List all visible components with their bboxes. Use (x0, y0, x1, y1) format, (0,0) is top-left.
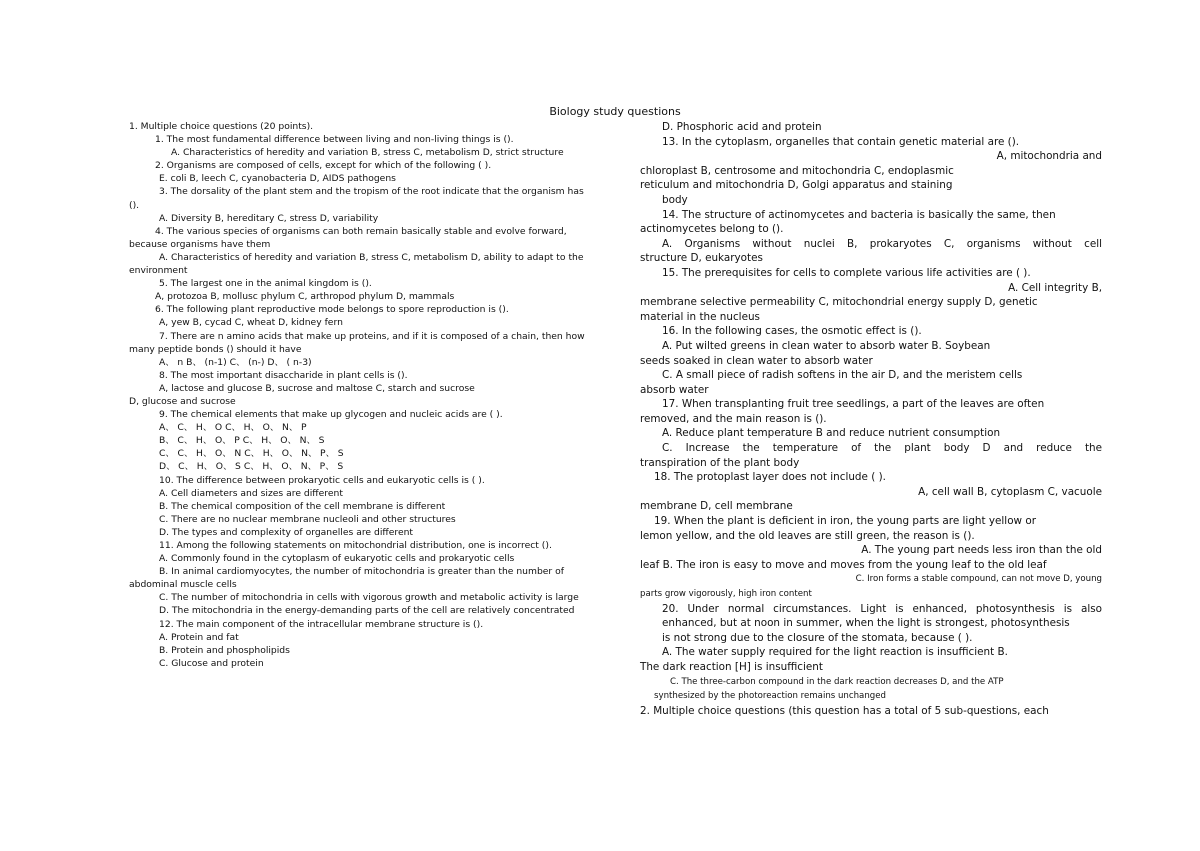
left-text-line: 8. The most important disaccharide in plant cells is (). (159, 369, 408, 381)
left-text-line: C. Glucose and protein (159, 657, 264, 669)
left-text-line: A、 C、 H、 O C、 H、 O、 N、 P (159, 422, 307, 434)
right-text-line: material in the nucleus (640, 310, 760, 323)
right-text-line: 17. When transplanting fruit tree seedlings, a part of the leaves are often (662, 398, 1045, 411)
right-text-line: C. The three-carbon compound in the dark reaction decreases D, and the ATP (670, 676, 1004, 687)
right-text-line: D. Phosphoric acid and protein (662, 121, 822, 133)
left-text-line: 6. The following plant reproductive mode belongs to spore reproduction is (). (155, 304, 509, 316)
right-text-line: A. The water supply required for the light reaction is insufficient B. (662, 646, 1008, 659)
left-text-line: 4. The various species of organisms can both remain basically stable and evolve forward, (155, 225, 567, 237)
left-text-line: because organisms have them (129, 238, 271, 250)
left-text-line: 9. The chemical elements that make up glycogen and nucleic acids are ( ). (159, 409, 503, 421)
right-text-line: enhanced, but at noon in summer, when the light is strongest, photosynthesis (662, 617, 1070, 630)
left-text-line: abdominal muscle cells (129, 579, 237, 591)
left-text-line: A、 n B、 (n-1) C、 (n-) D、 ( n-3) (159, 356, 312, 368)
right-text-line: 13. In the cytoplasm, organelles that contain genetic material are (). (662, 135, 1020, 148)
right-text-line: 15. The prerequisites for cells to complete various life activities are ( ). (662, 266, 1031, 279)
right-text-line: structure D, eukaryotes (640, 252, 763, 265)
left-text-line: A. Characteristics of heredity and variation B, stress C, metabolism D, ability to adapt to the (159, 251, 584, 263)
left-text-line: B. Protein and phospholipids (159, 644, 290, 656)
right-text-line: C. Iron forms a stable compound, can not move D, young (855, 574, 1102, 585)
left-text-line: (). (129, 199, 140, 211)
right-text-line: removed, and the main reason is (). (640, 412, 827, 425)
right-text-line: parts grow vigorously, high iron content (640, 589, 812, 599)
right-text-line: 20. Under normal circumstances. Light is enhanced, photosynthesis is also (662, 602, 1102, 615)
right-text-line: leaf B. The iron is easy to move and moves from the young leaf to the old leaf (640, 558, 1047, 571)
left-text-line: D、 C、 H、 O、 S C、 H、 O、 N、 P、 S (159, 461, 344, 473)
left-text-line: 1. Multiple choice questions (20 points). (129, 121, 314, 132)
right-text-line: A. Reduce plant temperature B and reduce nutrient consumption (662, 427, 1001, 440)
right-text-line: transpiration of the plant body (640, 456, 800, 469)
right-text-line: synthesized by the photoreaction remains unchanged (654, 691, 886, 702)
left-text-line: A, protozoa B, mollusc phylum C, arthropod phylum D, mammals (155, 291, 455, 303)
left-text-line: 11. Among the following statements on mitochondrial distribution, one is incorrect (). (159, 540, 552, 551)
left-text-line: 12. The main component of the intracellular membrane structure is (). (159, 618, 484, 630)
left-text-line: D. The mitochondria in the energy-demanding parts of the cell are relatively concentrated (159, 605, 575, 617)
left-column (129, 120, 634, 670)
left-text-line: B. In animal cardiomyocytes, the number of mitochondria is greater than the number of (159, 566, 564, 578)
right-text-line: 2. Multiple choice questions (this question has a total of 5 sub-questions, each (640, 704, 1049, 717)
left-text-line: B、 C、 H、 O、 P C、 H、 O、 N、 S (159, 435, 325, 447)
right-text-line: C. A small piece of radish softens in the air D, and the meristem cells (662, 369, 1023, 382)
right-text-line: A, cell wall B, cytoplasm C, vacuole (918, 485, 1102, 498)
left-text-line: A, yew B, cycad C, wheat D, kidney fern (159, 317, 343, 329)
right-text-line: membrane selective permeability C, mitochondrial energy supply D, genetic (640, 296, 1038, 309)
right-text-line: reticulum and mitochondria D, Golgi apparatus and staining (640, 179, 953, 192)
right-text-line: 14. The structure of actinomycetes and bacteria is basically the same, then (662, 208, 1056, 221)
left-text-line: C. There are no nuclear membrane nucleoli and other structures (159, 513, 456, 525)
left-text-line: environment (129, 265, 188, 277)
right-text-line: is not strong due to the closure of the stomata, because ( ). (662, 631, 973, 644)
right-text-line: absorb water (640, 383, 709, 396)
right-text-line: A. The young part needs less iron than the old (861, 544, 1102, 557)
right-text-line: A. Put wilted greens in clean water to absorb water B. Soybean (662, 339, 991, 352)
right-text-line: 18. The protoplast layer does not include ( ). (654, 471, 886, 484)
right-column (640, 120, 1102, 718)
left-text-line: 10. The difference between prokaryotic cells and eukaryotic cells is ( ). (159, 474, 485, 486)
left-text-line: C. The number of mitochondria in cells with vigorous growth and metabolic activity is large (159, 592, 579, 604)
right-text-line: A. Organisms without nuclei B, prokaryotes C, organisms without cell (662, 237, 1102, 250)
left-text-line: E. coli B, leech C, cyanobacteria D, AIDS pathogens (159, 173, 396, 185)
right-text-line: body (662, 193, 688, 206)
left-text-line: 3. The dorsality of the plant stem and the tropism of the root indicate that the organism has (159, 186, 584, 198)
document-title: Biology study questions (549, 105, 681, 118)
right-text-line: actinomycetes belong to (). (640, 223, 784, 236)
right-text-line: chloroplast B, centrosome and mitochondria C, endoplasmic (640, 164, 954, 177)
left-text-line: 1. The most fundamental difference between living and non-living things is (). (155, 134, 514, 146)
left-text-line: A. Commonly found in the cytoplasm of eukaryotic cells and prokaryotic cells (159, 553, 515, 565)
right-text-line: A. Cell integrity B, (1008, 281, 1102, 294)
left-text-line: many peptide bonds () should it have (129, 343, 302, 355)
left-text-line: D. The types and complexity of organelles are different (159, 526, 414, 538)
left-text-line: 5. The largest one in the animal kingdom is (). (159, 278, 372, 290)
left-text-line: A, lactose and glucose B, sucrose and maltose C, starch and sucrose (159, 382, 475, 394)
left-text-line: A. Cell diameters and sizes are different (159, 487, 343, 499)
left-text-line: 7. There are n amino acids that make up proteins, and if it is composed of a chain, then how (159, 330, 585, 342)
left-text-line: D, glucose and sucrose (129, 395, 236, 407)
right-text-line: A, mitochondria and (996, 150, 1102, 163)
right-text-line: lemon yellow, and the old leaves are still green, the reason is (). (640, 529, 975, 542)
right-text-line: 16. In the following cases, the osmotic effect is (). (662, 325, 922, 338)
right-text-line: seeds soaked in clean water to absorb water (640, 354, 873, 367)
left-text-line: A. Characteristics of heredity and variation B, stress C, metabolism D, strict structure (171, 147, 564, 159)
right-text-line: The dark reaction [H] is insufficient (640, 660, 823, 673)
left-text-line: A. Diversity B, hereditary C, stress D, variability (159, 212, 379, 224)
left-text-line: A. Protein and fat (159, 631, 239, 643)
right-text-line: 19. When the plant is deficient in iron, the young parts are light yellow or (654, 515, 1036, 528)
left-text-line: 2. Organisms are composed of cells, except for which of the following ( ). (155, 160, 492, 172)
right-text-line: C. Increase the temperature of the plant body D and reduce the (662, 442, 1102, 455)
right-text-line: membrane D, cell membrane (640, 500, 793, 513)
left-text-line: B. The chemical composition of the cell membrane is different (159, 500, 446, 512)
left-text-line: C、 C、 H、 O、 N C、 H、 O、 N、 P、 S (159, 448, 344, 460)
